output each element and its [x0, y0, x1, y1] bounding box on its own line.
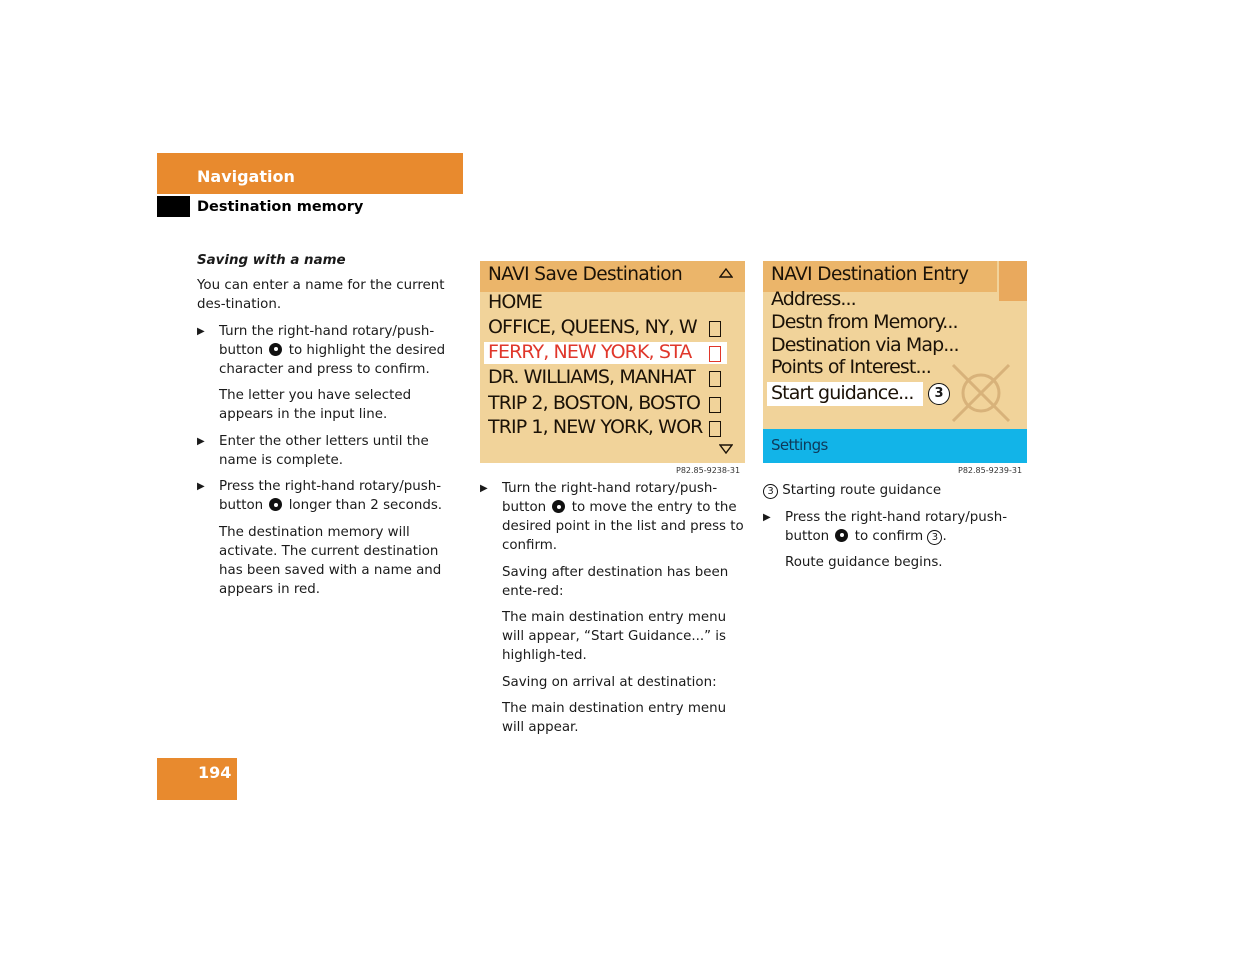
side-tab: [999, 261, 1027, 301]
menu-item-via-map: Destination via Map...: [771, 334, 959, 356]
screen-destination-entry: [763, 261, 1027, 463]
screen-save-destination: [480, 261, 745, 463]
subsection-marker: [157, 196, 190, 217]
memory-item-selected: FERRY, NEW YORK, STA: [488, 341, 692, 363]
bullet-arrow-icon: ▶: [197, 481, 205, 493]
memory-icon: [709, 371, 721, 387]
menu-item-address: Address...: [771, 288, 856, 310]
text-menu-appear-2: The main destination entry menu will appear.: [502, 701, 727, 736]
heading-saving-with-name: Saving with a name: [197, 253, 346, 268]
menu-item-destn-memory: Destn from Memory...: [771, 311, 958, 333]
memory-icon: [709, 346, 721, 362]
memory-icon: [709, 321, 721, 337]
section-title: Navigation: [197, 167, 295, 186]
callout-number: 3: [763, 484, 778, 499]
memory-icon: [709, 421, 721, 437]
column-1: [197, 251, 465, 607]
rotary-knob-icon: [835, 529, 848, 542]
memory-item: DR. WILLIAMS, MANHAT: [488, 366, 695, 388]
bullet-arrow-icon: ▶: [480, 483, 488, 494]
bullet-arrow-icon: ▶: [197, 325, 205, 337]
figure-caption-1: P82.85-9238-31: [676, 466, 741, 475]
memory-item: TRIP 2, BOSTON, BOSTO: [488, 392, 701, 414]
column-3: [763, 481, 1025, 580]
memory-item: OFFICE, QUEENS, NY, W: [488, 316, 697, 338]
step-confirm: ▶ Press the right-hand rotary/push-button to confirm 3 .: [763, 509, 1008, 544]
text-menu-appear: The main destination entry menu will appear, “Start Guidance...” is highligh-ted.: [502, 610, 727, 664]
step-3: ▶ Press the right-hand rotary/push-button longer than 2 seconds.: [197, 479, 443, 514]
scroll-up-icon: [719, 268, 733, 278]
subsection-title: Destination memory: [197, 199, 364, 215]
screen-title: NAVI Save Destination: [488, 264, 683, 285]
callout-legend: 3 Starting route guidance: [763, 481, 1025, 500]
memory-item: TRIP 1, NEW YORK, WOR: [488, 416, 703, 438]
column-2: [480, 479, 750, 745]
note-3: The destination memory will activate. The current destination has been saved with a name and appears in red.: [219, 524, 442, 597]
text-saving-after: Saving after destination has been ente-red:: [502, 564, 729, 599]
step-1: ▶ Turn the right-hand rotary/push-button to highlight the desired character and press to confirm.: [197, 323, 446, 377]
memory-icon: [709, 397, 721, 413]
callout-3: 3: [928, 383, 950, 405]
step-move-entry: ▶ Turn the right-hand rotary/push-button to move the entry to the desired point in the list and press to confirm.: [480, 481, 744, 553]
rotary-knob-icon: [552, 500, 565, 513]
text-saving-arrival: Saving on arrival at destination:: [502, 674, 717, 690]
figure-caption-2: P82.85-9239-31: [958, 466, 1023, 475]
rotary-knob-icon: [269, 498, 282, 511]
memory-item: HOME: [488, 291, 543, 313]
bullet-arrow-icon: ▶: [197, 435, 205, 447]
settings-label: Settings: [771, 436, 828, 454]
note-1: The letter you have selected appears in the input line.: [219, 388, 412, 423]
step-2: ▶ Enter the other letters until the name is complete.: [197, 433, 429, 468]
bullet-arrow-icon: ▶: [763, 511, 771, 523]
intro-text: You can enter a name for the current des-tination.: [197, 278, 445, 312]
scroll-down-icon: [719, 444, 733, 454]
note-guidance: Route guidance begins.: [785, 555, 943, 571]
callout-number: 3: [927, 530, 942, 545]
rotary-knob-icon: [269, 343, 282, 356]
page-number: 194: [198, 763, 232, 782]
screen-title: NAVI Destination Entry: [771, 264, 969, 285]
menu-item-poi: Points of Interest...: [771, 356, 931, 378]
menu-item-start-guidance: Start guidance...: [771, 382, 914, 404]
